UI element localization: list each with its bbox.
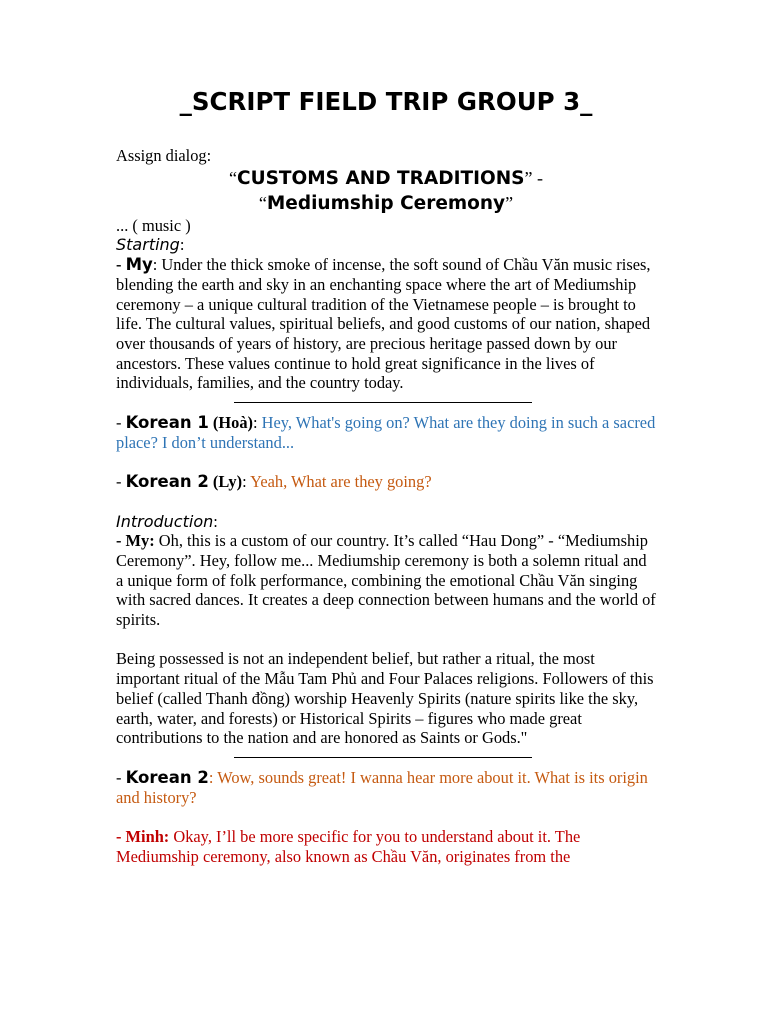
subtopic-heading <box>116 191 656 216</box>
minh-line <box>116 827 656 866</box>
korean2-line <box>116 472 656 492</box>
korean2-text: Yeah, What are they going? <box>250 472 432 492</box>
korean2b-colon: : <box>208 767 218 787</box>
starting-colon: : <box>179 235 185 255</box>
spacer <box>116 630 656 650</box>
introduction-paragraph <box>116 531 656 630</box>
korean1-name: (Hoà) <box>208 413 253 433</box>
section-introduction-label <box>116 512 656 532</box>
korean2-followup-line <box>116 768 656 807</box>
korean2-dash: - <box>116 472 126 492</box>
introduction-speaker: - My: <box>116 531 155 551</box>
korean2b-speaker: Korean 2 <box>125 767 209 787</box>
korean1-dash: - <box>116 413 126 433</box>
minh-text: Okay, I’ll be more specific for you to understand about it. The Mediumship ceremony, also known as Chầu Văn, originates from the <box>116 827 581 866</box>
korean2b-text: Wow, sounds great! I wanna hear more about it. What is its origin and history? <box>116 767 648 807</box>
divider-line <box>234 757 532 758</box>
starting-dash: - <box>116 255 126 275</box>
topic-close-quote: ” - <box>524 167 543 188</box>
document-title: _SCRIPT FIELD TRIP GROUP 3_ <box>179 87 593 116</box>
introduction-label: Introduction <box>116 511 214 531</box>
korean1-line <box>116 413 656 452</box>
starting-label: Starting <box>116 235 180 255</box>
korean1-text: Hey, What's going on? What are they doing in such a sacred place? I don’t understand... <box>116 413 656 452</box>
spacer <box>116 452 656 472</box>
introduction-text: Oh, this is a custom of our country. It’s called “Hau Dong” - “Mediumship Ceremony”. Hey, follow me... Mediumship ceremony is both a solemn ritual and a unique form of folk performance, combining the emotional Chầu Văn singing with sacred dances. It creates a deep connection between humans and the world of spirits. <box>116 531 656 630</box>
korean2-name: (Ly) <box>208 472 243 492</box>
starting-speaker: My <box>125 255 153 275</box>
assign-dialog-label: Assign dialog: <box>116 146 212 165</box>
spacer <box>116 492 656 512</box>
korean2-speaker: Korean 2 <box>125 472 209 492</box>
music-note: ... ( music ) <box>116 215 191 235</box>
document-page <box>116 88 656 866</box>
topic-open-quote: “ <box>229 167 237 188</box>
subtopic-open-quote: “ <box>258 192 267 213</box>
korean2-colon: : <box>242 472 251 492</box>
possession-paragraph: Being possessed is not an independent belief, but rather a ritual, the most important ritual of the Mẫu Tam Phủ and Four Palaces religions. Followers of this belief (called Thanh đồng) worship Heavenly Spirits (nature spirits like the sky, earth, water, and forests) or Historical Spirits – figures who made great contributions to the nation and are honored as Saints or Gods." <box>116 649 654 748</box>
minh-speaker: - Minh: <box>116 827 170 847</box>
korean1-colon: : <box>252 413 262 433</box>
topic-title: CUSTOMS AND TRADITIONS <box>237 167 525 189</box>
subtopic-close-quote: ” <box>505 192 514 213</box>
starting-paragraph <box>116 255 656 393</box>
introduction-colon: : <box>213 511 218 531</box>
korean1-speaker: Korean 1 <box>125 413 209 433</box>
spacer <box>116 807 656 827</box>
starting-text: : Under the thick smoke of incense, the soft sound of Chầu Văn music rises, blending the earth and sky in an enchanting space where the art of Mediumship ceremony – a unique cultural tradition of the Vietnamese people – is brought to life. The cultural values, spiritual beliefs, and good customs of our nation, shaped over thousands of years of history, are precious heritage passed down by our ancestors. These values continue to hold great significance in the lives of individuals, families, and the country today. <box>116 255 651 393</box>
section-starting-label <box>116 235 656 255</box>
subtopic-title: Mediumship Ceremony <box>266 192 506 214</box>
topic-heading <box>116 166 656 191</box>
korean2b-dash: - <box>116 767 126 787</box>
divider-line <box>234 402 532 403</box>
